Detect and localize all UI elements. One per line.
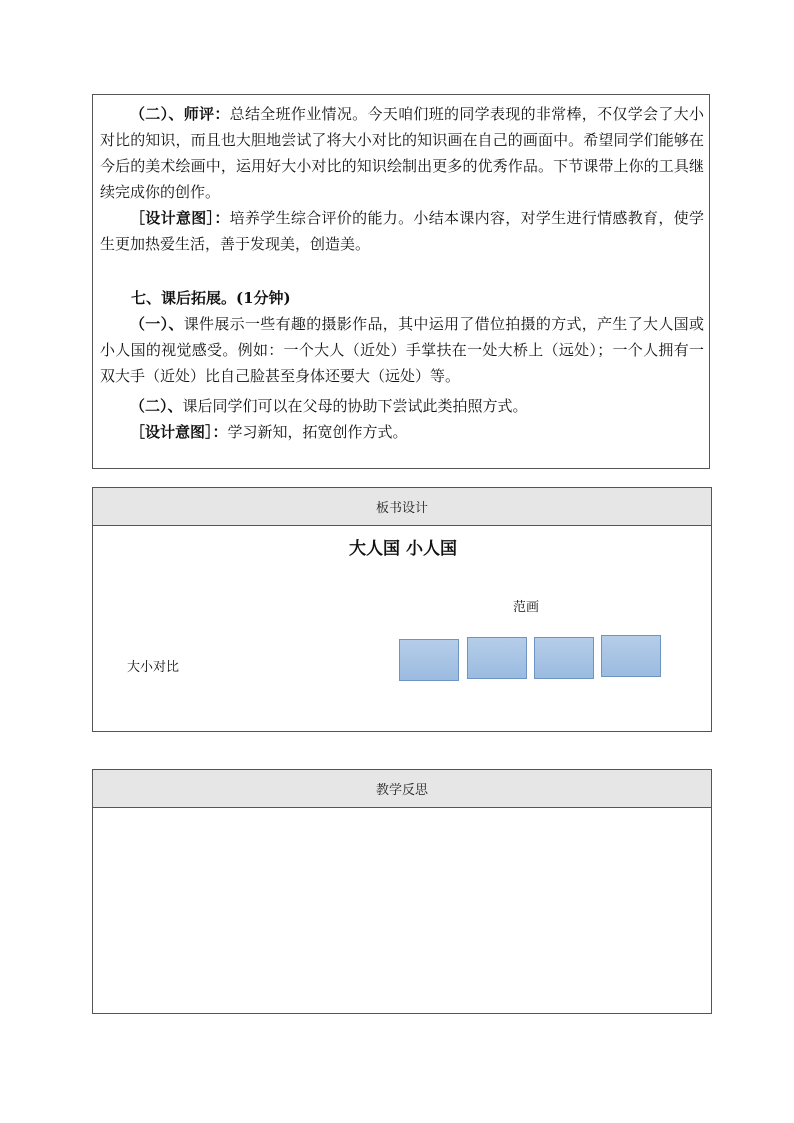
size-contrast-label: 大小对比 <box>127 660 180 675</box>
teaching-reflection-header: 教学反思 <box>93 770 711 808</box>
section-seven-heading: 七、课后拓展。(1分钟) <box>131 289 291 307</box>
extension-label-2: （二）、 <box>130 397 183 415</box>
extension-text-2: 课后同学们可以在父母的协助下尝试此类拍照方式。 <box>182 397 528 415</box>
extension-label-1: （一）、 <box>130 315 184 333</box>
design-intent-label-2: ［设计意图］： <box>130 423 228 441</box>
extension-paragraph-2 <box>100 393 704 419</box>
extension-paragraph-1 <box>100 311 704 389</box>
example-drawing-frame-4 <box>601 635 661 677</box>
teacher-comment-text: 总结全班作业情况。今天咱们班的同学表现的非常棒，不仅学会了大小对比的知识，而且也大胆地尝试了将大小对比的知识画在自己的画面中。希望同学们能够在今后的美术绘画中，运用好大小对比的知识绘制出更多的优秀作品。下节课带上你的工具继续完成你的创作。 <box>100 105 704 201</box>
design-intent-paragraph-2 <box>100 419 704 445</box>
design-intent-text-1: 培养学生综合评价的能力。小结本课内容，对学生进行情感教育，使学生更加热爱生活，善于发现美，创造美。 <box>100 209 704 253</box>
lesson-content-box <box>92 94 710 469</box>
board-design-header: 板书设计 <box>93 488 711 526</box>
design-intent-paragraph-1 <box>100 205 704 257</box>
teacher-comment-label: （二）、师评： <box>130 105 230 123</box>
design-intent-label-1: ［设计意图］： <box>130 209 230 227</box>
example-drawing-frame-1 <box>399 639 459 681</box>
example-drawing-label: 范画 <box>513 600 540 615</box>
design-intent-text-2: 学习新知，拓宽创作方式。 <box>227 423 408 441</box>
teaching-reflection-table <box>92 769 712 1014</box>
extension-text-1: 课件展示一些有趣的摄影作品，其中运用了借位拍摄的方式，产生了大人国或小人国的视觉感受。例如：一个大人（近处）手掌扶在一处大桥上（远处）；一个人拥有一双大手（近处）比自己脸甚至身体还要大（远处）等。 <box>100 315 704 385</box>
example-drawing-frame-3 <box>534 637 594 679</box>
example-drawing-frame-2 <box>467 637 527 679</box>
board-title: 大人国 小人国 <box>349 539 457 559</box>
teacher-comment-paragraph <box>100 101 704 205</box>
board-design-table <box>92 487 712 732</box>
